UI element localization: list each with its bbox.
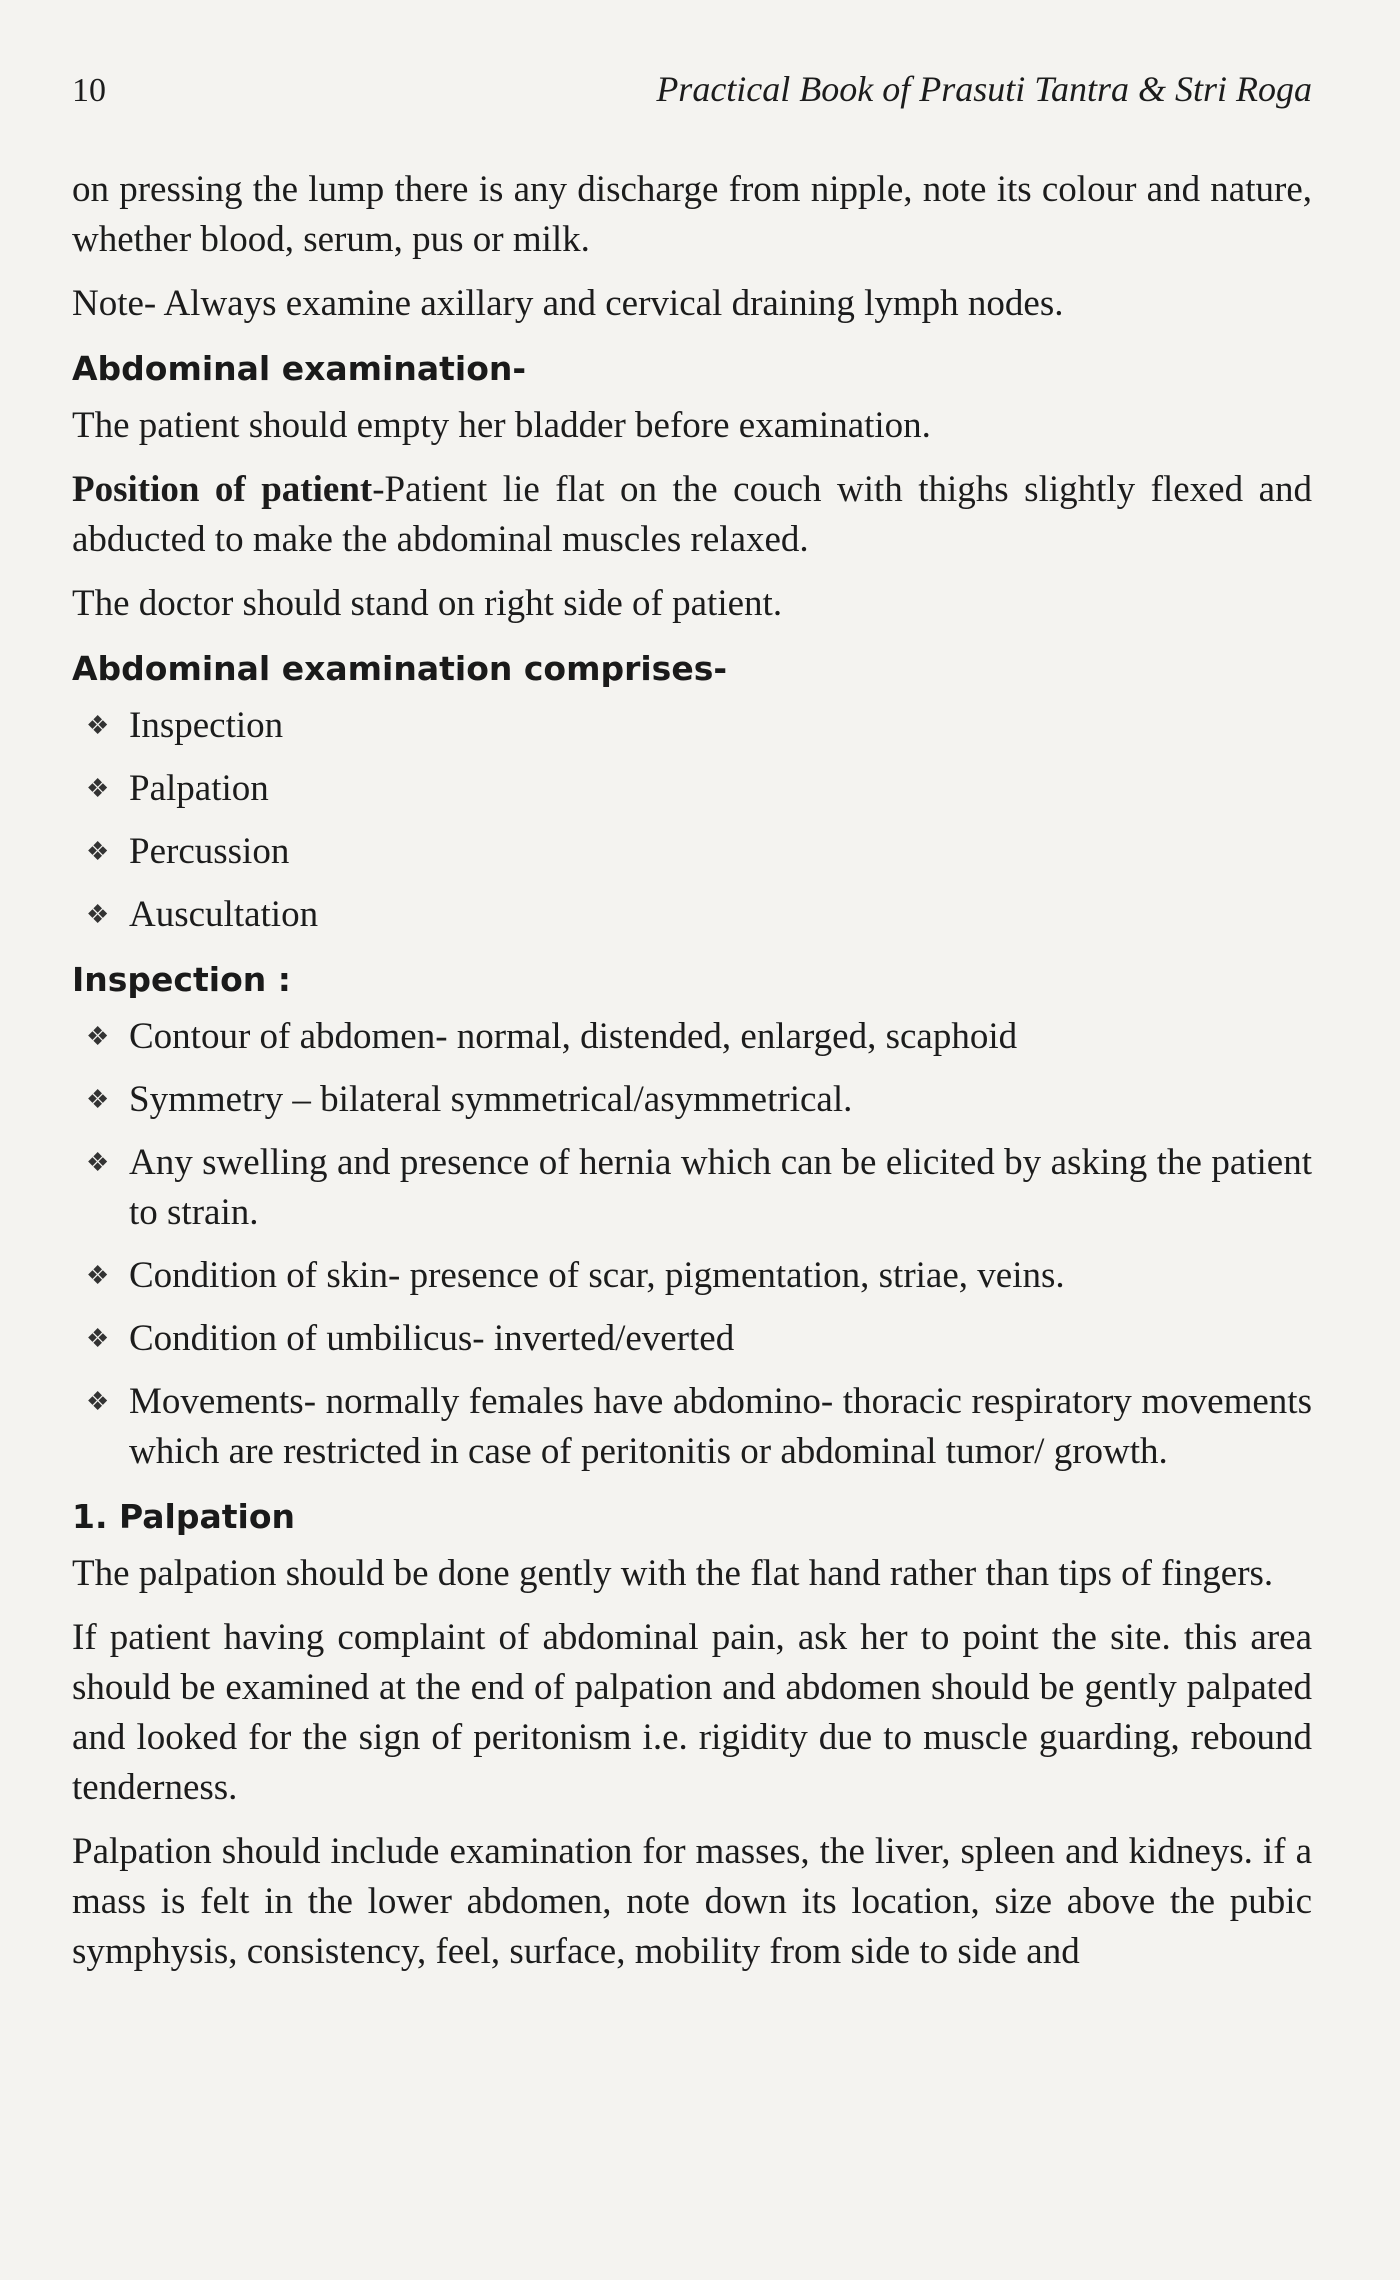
list-item: ❖ Percussion <box>72 827 1312 877</box>
list-item: ❖ Condition of skin- presence of scar, pigmentation, striae, veins. <box>72 1251 1312 1301</box>
diamond-bullet-icon: ❖ <box>86 711 110 740</box>
list-item: ❖ Any swelling and presence of hernia which can be elicited by asking the patient to strain. <box>72 1138 1312 1238</box>
abdominal-examination-heading: Abdominal examination- <box>72 349 527 388</box>
doctor-position-paragraph: The doctor should stand on right side of patient. <box>72 583 783 624</box>
intro-paragraph: on pressing the lump there is any discharge from nipple, note its colour and nature, whether blood, serum, pus or milk. <box>72 169 1312 260</box>
list-item: ❖ Symmetry – bilateral symmetrical/asymmetrical. <box>72 1075 1312 1125</box>
inspection-heading: Inspection : <box>72 960 291 999</box>
diamond-bullet-icon: ❖ <box>86 900 110 929</box>
diamond-bullet-icon: ❖ <box>86 1022 110 1051</box>
list-item: ❖ Palpation <box>72 764 1312 814</box>
masses-paragraph: Palpation should include examination for masses, the liver, spleen and kidneys. if a mass is felt in the lower abdomen, note down its location, size above the pubic symphysis, consistency, feel, surface, mobility from side to side and <box>72 1831 1312 1972</box>
note-paragraph: Note- Always examine axillary and cervical draining lymph nodes. <box>72 283 1064 324</box>
position-label: Position of patient <box>72 469 373 510</box>
bladder-paragraph: The patient should empty her bladder before examination. <box>72 405 931 446</box>
inspection-list <box>72 1012 1312 1477</box>
list-item: ❖ Condition of umbilicus- inverted/everted <box>72 1314 1312 1364</box>
page-header <box>72 68 1312 110</box>
list-item: ❖ Movements- normally females have abdomino- thoracic respiratory movements which are restricted in case of peritonitis or abdominal tumor/ growth. <box>72 1377 1312 1477</box>
abdominal-pain-paragraph: If patient having complaint of abdominal pain, ask her to point the site. this area should be examined at the end of palpation and abdomen should be gently palpated and looked for the sign of peritonism i.e. rigidity due to muscle guarding, rebound tenderness. <box>72 1617 1312 1808</box>
diamond-bullet-icon: ❖ <box>86 1324 110 1353</box>
diamond-bullet-icon: ❖ <box>86 774 110 803</box>
diamond-bullet-icon: ❖ <box>86 837 110 866</box>
palpation-paragraph: The palpation should be done gently with the flat hand rather than tips of fingers. <box>72 1553 1274 1594</box>
diamond-bullet-icon: ❖ <box>86 1148 110 1177</box>
page-body <box>72 165 1312 1991</box>
position-paragraph <box>72 465 1312 565</box>
running-title: Practical Book of Prasuti Tantra & Stri Roga <box>656 69 1312 109</box>
diamond-bullet-icon: ❖ <box>86 1261 110 1290</box>
position-text: -Patient lie flat on the couch with thighs slightly flexed and abducted to make the abdominal muscles relaxed. <box>72 469 1313 560</box>
diamond-bullet-icon: ❖ <box>86 1387 110 1416</box>
list-item: ❖ Contour of abdomen- normal, distended, enlarged, scaphoid <box>72 1012 1312 1062</box>
diamond-bullet-icon: ❖ <box>86 1085 110 1114</box>
comprises-heading: Abdominal examination comprises- <box>72 649 728 688</box>
page-number: 10 <box>72 72 106 109</box>
list-item: ❖ Auscultation <box>72 890 1312 940</box>
list-item: ❖ Inspection <box>72 701 1312 751</box>
palpation-heading: 1. Palpation <box>72 1497 296 1536</box>
comprises-list <box>72 701 1312 940</box>
